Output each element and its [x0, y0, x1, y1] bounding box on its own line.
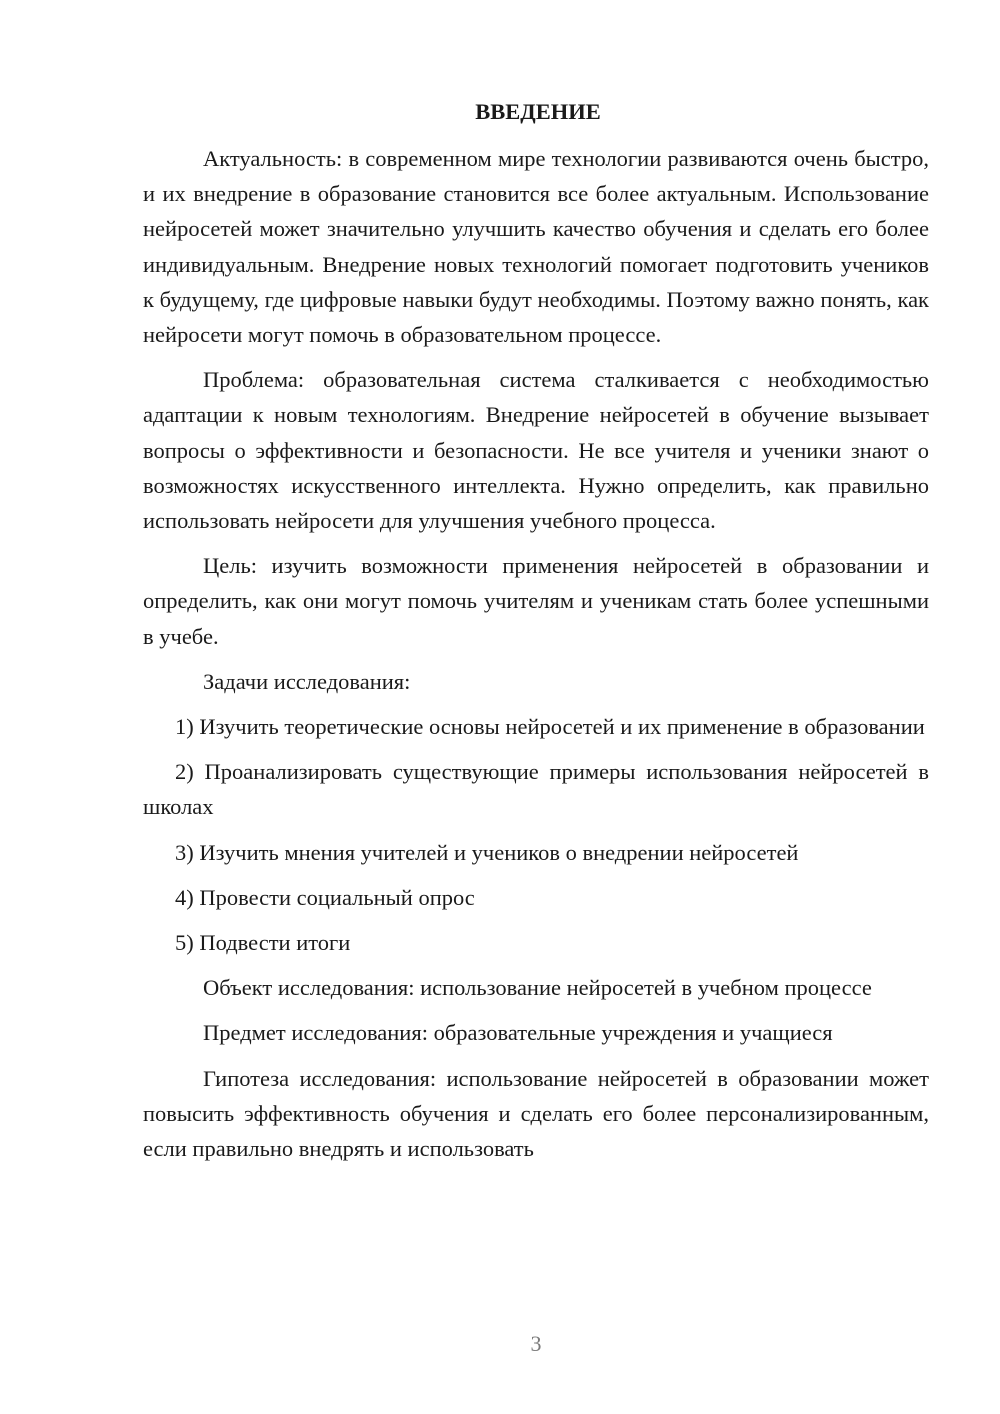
paragraph-subject: Предмет исследования: образовательные учреждения и учащиеся — [203, 1020, 833, 1046]
paragraph-goal: Цель: изучить возможности применения нейросетей в образовании и определить, как они могут помочь учителям и ученикам стать более успешными в учебе. — [143, 553, 929, 649]
page-number: 3 — [530, 1331, 542, 1356]
paragraph-relevance: Актуальность: в современном мире технологии развиваются очень быстро, и их внедрение в образование становится все более актуальным. Использование нейросетей может значительно улучшить качество обучения и сделать его более индивидуальным. Внедрение новых технологий помогает подготовить учеников к будущему, где цифровые навыки будут необходимы. Поэтому важно понять, как нейросети могут помочь в образовательном процессе. — [143, 146, 929, 348]
tasks-heading: Задачи исследования: — [203, 668, 411, 694]
task-item-2: 2) Проанализировать существующие примеры использования нейросетей в школах — [143, 759, 929, 820]
task-item-1: 1) Изучить теоретические основы нейросетей и их применение в образовании — [175, 714, 925, 740]
paragraph-object: Объект исследования: использование нейросетей в учебном процессе — [203, 975, 872, 1001]
task-item-3: 3) Изучить мнения учителей и учеников о внедрении нейросетей — [175, 839, 799, 865]
paragraph-hypothesis: Гипотеза исследования: использование нейросетей в образовании может повысить эффективность обучения и сделать его более персонализированным, если правильно внедрять и использовать — [143, 1065, 929, 1162]
paragraph-problem: Проблема: образовательная система сталкивается с необходимостью адаптации к новым технологиям. Внедрение нейросетей в обучение вызывает вопросы о эффективности и безопасности. Не все учителя и ученики знают о возможностях искусственного интеллекта. Нужно определить, как правильно использовать нейросети для улучшения учебного процесса. — [143, 367, 929, 534]
page-title: ВВЕДЕНИЕ — [475, 99, 601, 124]
page-content — [143, 94, 929, 1166]
task-item-5: 5) Подвести итоги — [175, 930, 351, 956]
task-item-4: 4) Провести социальный опрос — [175, 884, 475, 910]
